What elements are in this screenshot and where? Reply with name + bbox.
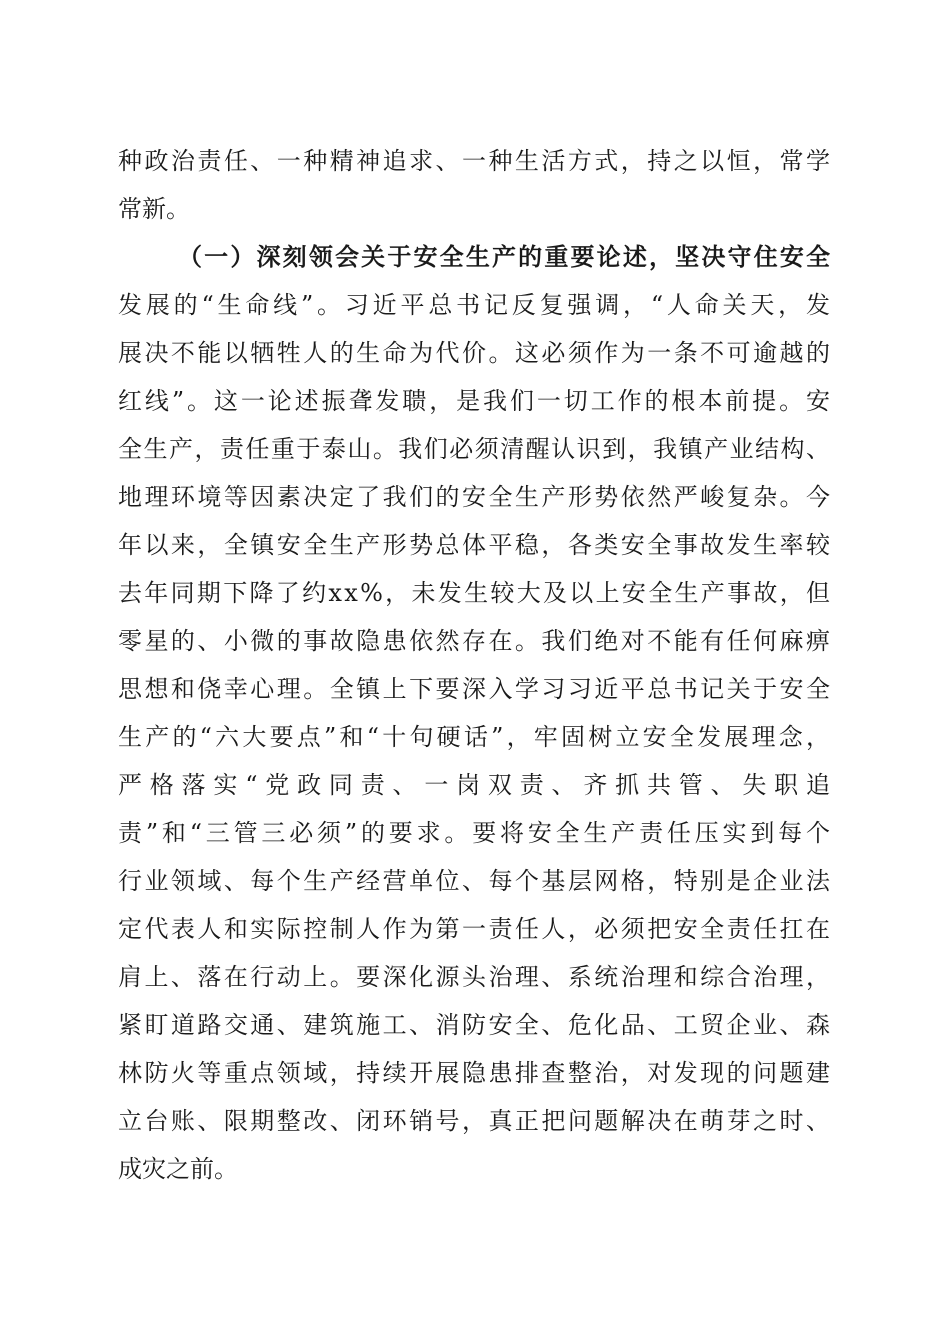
line-text: 生产的“六大要点”和“十句硬话”，牢固树立安全发展理念， [118, 723, 834, 751]
text-line [118, 1001, 833, 1049]
line-text: 全生产，责任重于泰山。我们必须清醒认识到，我镇产业结构、 [118, 435, 832, 463]
line-text: 成灾之前。 [118, 1155, 238, 1183]
text-line [118, 617, 833, 665]
line-text: 林防火等重点领域，持续开展隐患排查整治，对发现的问题建 [118, 1059, 833, 1087]
text-line [118, 713, 834, 761]
line-text: 展决不能以牺牲人的生命为代价。这必须作为一条不可逾越的 [118, 339, 833, 367]
section-heading-text: （一）深刻领会关于安全生产的重要论述，坚决守住安全 [178, 242, 833, 271]
text-line [118, 569, 833, 617]
line-text: 定代表人和实际控制人作为第一责任人，必须把安全责任扛在 [118, 915, 833, 943]
line-text: 紧盯道路交通、建筑施工、消防安全、危化品、工贸企业、森 [118, 1011, 833, 1039]
line-text: 发展的“生命线”。习近平总书记反复强调，“人命关天，发 [118, 291, 834, 319]
text-line [118, 473, 833, 521]
text-line [118, 1049, 833, 1097]
text-line [118, 425, 830, 473]
text-line [118, 761, 838, 809]
text-line [118, 329, 833, 377]
line-text: 肩上、落在行动上。要深化源头治理、系统治理和综合治理， [118, 963, 833, 991]
text-line [118, 809, 834, 857]
line-text: 思想和侥幸心理。全镇上下要深入学习习近平总书记关于安全 [118, 675, 833, 703]
text-line [118, 521, 833, 569]
text-line [118, 185, 830, 233]
text-line [118, 1145, 830, 1193]
line-text: 年以来，全镇安全生产形势总体平稳，各类安全事故发生率较 [118, 531, 833, 559]
text-line [118, 665, 833, 713]
line-text: 地理环境等因素决定了我们的安全生产形势依然严峻复杂。今 [118, 483, 833, 511]
line-text: 责”和“三管三必须”的要求。要将安全生产责任压实到每个 [118, 819, 834, 847]
text-line [118, 137, 833, 185]
line-text: 常新。 [118, 195, 190, 223]
line-text: 去年同期下降了约xx%，未发生较大及以上安全生产事故，但 [118, 579, 833, 607]
text-line [118, 953, 833, 1001]
line-text: 行业领域、每个生产经营单位、每个基层网格，特别是企业法 [118, 867, 833, 895]
text-line [118, 1097, 833, 1145]
line-text: 严格落实“党政同责、一岗双责、齐抓共管、失职追 [118, 771, 838, 799]
text-line [118, 377, 833, 425]
text-line [118, 281, 834, 329]
text-line [118, 857, 833, 905]
line-text: 红线”。这一论述振聋发聩，是我们一切工作的根本前提。安 [118, 387, 833, 415]
document-body [118, 137, 838, 1193]
line-text: 种政治责任、一种精神追求、一种生活方式，持之以恒，常学 [118, 147, 833, 175]
line-text: 零星的、小微的事故隐患依然存在。我们绝对不能有任何麻痹 [118, 627, 833, 655]
line-text: 立台账、限期整改、闭环销号，真正把问题解决在萌芽之时、 [118, 1107, 833, 1135]
text-line [118, 905, 833, 953]
heading-line [118, 233, 833, 281]
